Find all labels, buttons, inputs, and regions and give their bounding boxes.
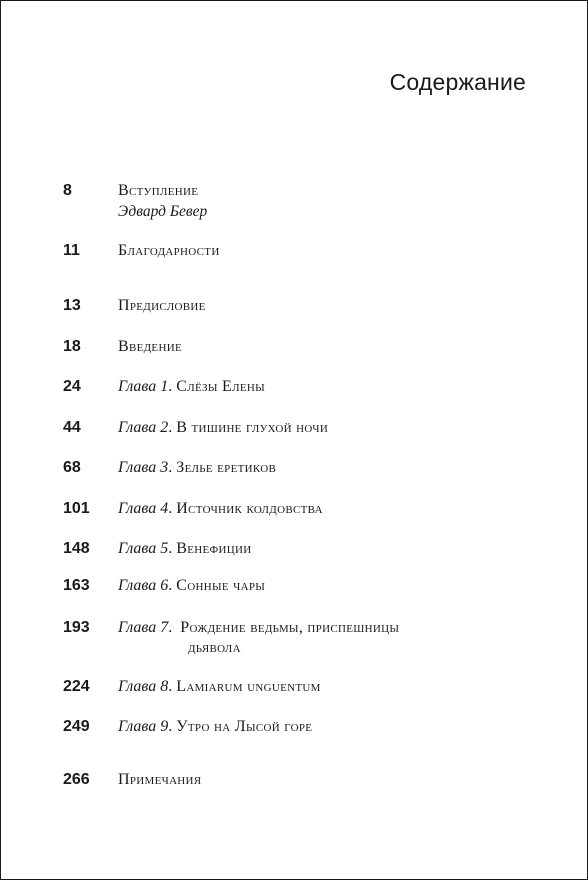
contents-title: Содержание [389,69,526,95]
toc-entry-title: Слёзы Елены [176,378,266,395]
toc-chapter-label: Глава 3 [118,459,169,476]
toc-entry-title: Примечания [118,771,202,788]
toc-entry-text: Глава 8. Lamiarum unguentum [118,678,321,695]
toc-entry-author: Эдвард Бевер [118,203,208,220]
toc-entry-title: Источник колдовства [176,500,323,517]
toc-entry-title: Утро на Лысой горе [176,718,313,735]
toc-entry-text: Глава 9. Утро на Лысой горе [118,718,313,735]
toc-entry-title: Введение [118,338,182,355]
toc-entry-text: Глава 3. Зелье еретиков [118,459,277,476]
toc-entry-text [118,770,518,790]
toc-chapter-label: Глава 4 [118,500,169,517]
toc-entry-title: Зелье еретиков [176,459,277,476]
toc-entry-title: Рождение ведьмы, приспешницы [180,619,400,636]
toc-chapter-label: Глава 2 [118,419,169,436]
toc-entry-text: Глава 1. Слёзы Елены [118,378,266,395]
toc-entry-text [118,241,518,261]
toc-page-number: 68 [63,459,81,476]
toc-page-number: 193 [63,619,90,636]
toc-entry-title: Lamiarum unguentum [176,678,321,695]
toc-page-number: 163 [63,577,90,594]
toc-chapter-label: Глава 6 [118,577,169,594]
toc-entry-title: Благодарности [118,242,220,259]
toc-page-number: 101 [63,500,90,517]
toc-entry-text: Глава 7. Рождение ведьмы, приспешницы дьявола [118,618,518,658]
toc-page-number: 11 [63,242,80,259]
toc-page-number: 249 [63,718,90,735]
toc-page-number: 266 [63,771,90,788]
toc-entry-text [118,181,518,222]
toc-entry-text: Глава 6. Сонные чары [118,577,266,594]
toc-entry-title: Предисловие [118,297,206,314]
toc-entry-title: Венефиции [176,540,252,557]
toc-entry-text: Глава 5. Венефиции [118,540,252,557]
toc-entry-title: Сонные чары [176,577,266,594]
toc-page-number: 13 [63,297,81,314]
toc-chapter-label: Глава 1 [118,378,169,395]
toc-entry-title: В тишине глухой ночи [176,419,329,436]
toc-chapter-label: Глава 7 [118,619,169,636]
toc-entry-title: Вступление [118,182,199,199]
toc-chapter-label: Глава 5 [118,540,169,557]
toc-page-number: 24 [63,378,81,395]
toc-page-number: 148 [63,540,90,557]
toc-chapter-label: Глава 8 [118,678,169,695]
toc-page-number: 224 [63,678,90,695]
toc-chapter-label: Глава 9 [118,718,169,735]
toc-page-number: 44 [63,419,81,436]
toc-page-number: 8 [63,182,72,199]
toc-entry-text: Глава 4. Источник колдовства [118,500,323,517]
toc-entry-title-continuation: дьявола [188,639,241,656]
toc-entry-text [118,296,518,316]
toc-entry-text: Глава 2. В тишине глухой ночи [118,419,329,436]
toc-page-number: 18 [63,338,81,355]
toc-entry-text [118,337,518,357]
